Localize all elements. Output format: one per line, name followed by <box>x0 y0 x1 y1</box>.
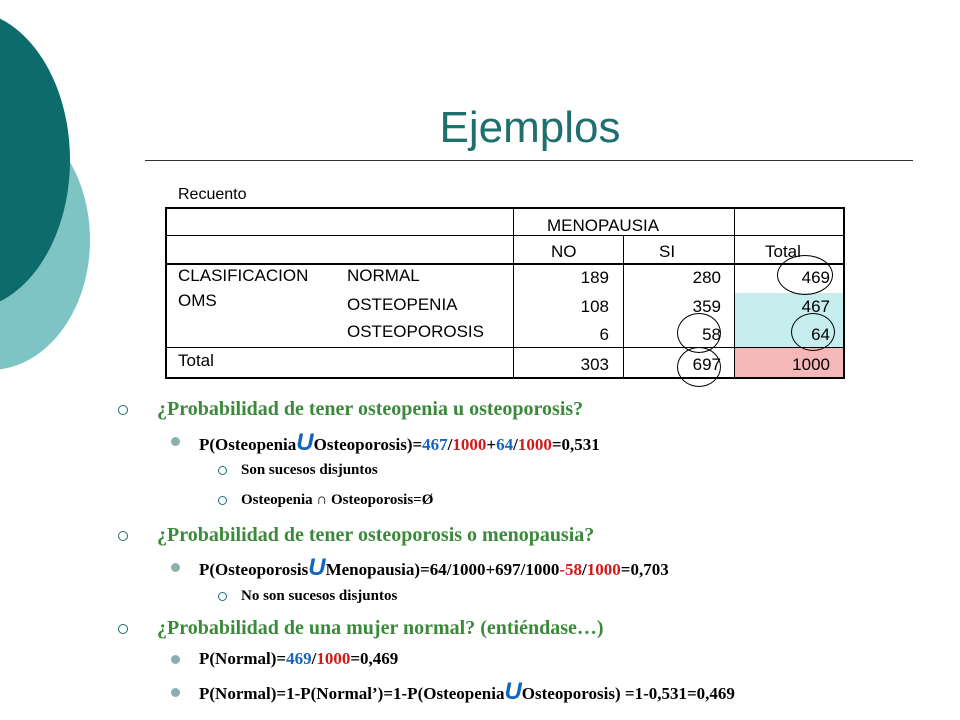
question-3: ¿Probabilidad de una mujer normal? (entiéndase…) <box>157 617 604 639</box>
cell-value: 469 <box>801 268 830 287</box>
annotation-circle <box>677 347 721 387</box>
bullet-ring-icon <box>118 531 128 541</box>
question-2: ¿Probabilidad de tener osteoporosis o menopausia? <box>157 524 595 546</box>
cell-value: 303 <box>580 355 609 374</box>
question-1: ¿Probabilidad de tener osteopenia u osteoporosis? <box>157 398 584 420</box>
cell-value: 280 <box>692 268 721 287</box>
annotation-circle <box>791 313 835 351</box>
bullet-ring-icon <box>118 624 128 634</box>
total-row-label: Total <box>178 351 214 370</box>
annotation-circle <box>777 255 833 295</box>
cell-value: 467 <box>801 297 830 316</box>
note-2a: No son sucesos disjuntos <box>241 588 398 604</box>
row-label: OSTEOPENIA <box>347 295 458 314</box>
table-caption: Recuento <box>178 186 247 203</box>
bullet-dot-icon <box>171 563 180 572</box>
cell-value: 1000 <box>792 355 830 374</box>
cell-value: 189 <box>580 268 609 287</box>
col-header-no: NO <box>551 242 577 261</box>
bullet-ring-icon <box>118 405 128 415</box>
note-1a: Son sucesos disjuntos <box>241 462 378 478</box>
note-1b: Osteopenia ∩ Osteoporosis=Ø <box>241 492 434 508</box>
bullet-ring-icon <box>218 496 227 505</box>
formula-2: P(OsteoporosisUMenopausia)=64/1000+697/1000-58/1000=0,703 <box>199 554 669 581</box>
crosstab-table <box>165 207 845 379</box>
col-header-si: SI <box>659 242 676 261</box>
title-divider <box>145 160 913 161</box>
cell-value: 64 <box>811 325 830 344</box>
formula-3: P(Normal)=469/1000=0,469 <box>199 649 399 668</box>
cell-value: 58 <box>702 325 721 344</box>
formula-1: P(OsteopeniaUOsteoporosis)=467/1000+64/1000=0,531 <box>199 429 600 456</box>
col-header-total: Total <box>765 242 801 261</box>
bullet-dot-icon <box>171 688 180 697</box>
slide-title: Ejemplos <box>439 103 621 152</box>
row-group-label-2: OMS <box>178 291 217 310</box>
cell-value: 359 <box>692 297 721 316</box>
bullet-ring-icon <box>218 592 227 601</box>
cell-value: 697 <box>692 355 721 374</box>
bullet-ring-icon <box>218 466 227 475</box>
row-group-label-1: CLASIFICACION <box>178 266 309 285</box>
row-label: OSTEOPOROSIS <box>347 322 484 341</box>
cell-value: 6 <box>599 325 609 344</box>
group-header: MENOPAUSIA <box>547 216 660 235</box>
bullet-dot-icon <box>171 655 180 664</box>
cell-value: 108 <box>580 297 609 316</box>
formula-4: P(Normal)=1-P(Normal’)=1-P(OsteopeniaUOsteoporosis) =1-0,531=0,469 <box>199 678 735 705</box>
bullet-dot-icon <box>171 437 180 446</box>
row-label: NORMAL <box>347 266 420 285</box>
